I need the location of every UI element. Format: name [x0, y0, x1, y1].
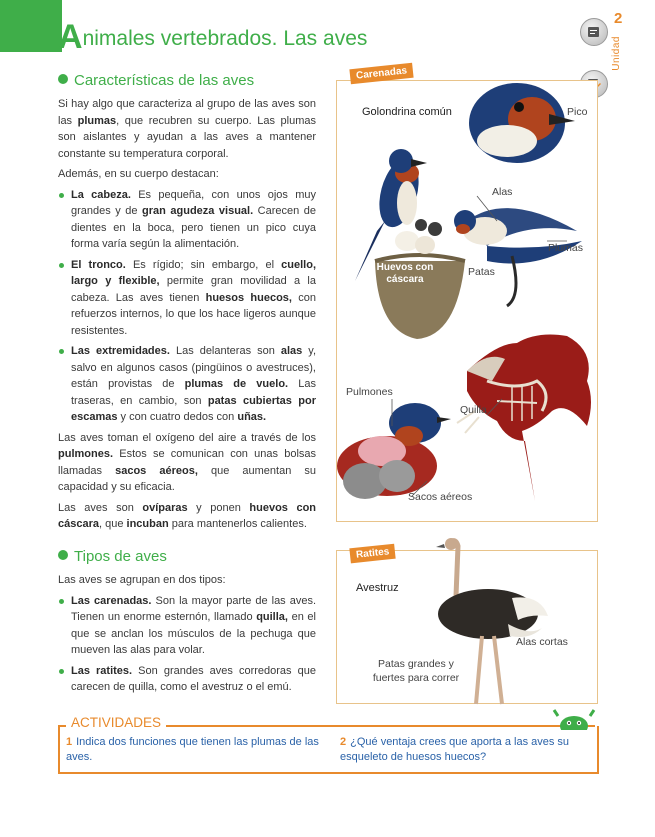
label-avestruz: Avestruz: [356, 582, 399, 594]
label-patas-grandes: Patas grandes y fuertes para correr: [372, 658, 460, 684]
notebook-icon: [587, 25, 601, 39]
label-huevos: Huevos con cáscara: [376, 262, 434, 285]
list-item: Las carenadas. Son la mayor parte de las aves. Tienen un enorme esternón, llamado quilla, en el que se anclan los músculos de la pechuga que mueven las alas para volar.: [58, 593, 316, 659]
label-alas-cortas: Alas cortas: [516, 636, 568, 648]
section-body-tipos: [58, 572, 316, 700]
ratites-tag: Ratites: [349, 544, 396, 564]
section-heading-caracteristicas: Características de las aves: [58, 72, 254, 89]
label-pico: Pico: [567, 106, 588, 118]
paragraph: Las aves se agrupan en dos tipos:: [58, 574, 226, 586]
unit-number: 2: [614, 10, 623, 27]
list-item: Las ratites. Son grandes aves corredoras que carecen de quilla, como el avestruz o el emú.: [58, 663, 316, 696]
label-plumas: Plumas: [548, 242, 584, 254]
label-golondrina: Golondrina común: [362, 106, 452, 118]
paragraph: Si hay algo que caracteriza al grupo de las aves son las plumas, que recubren su cuerpo. Las plumas son aislantes y ayudan a las aves a mantener constante su temperatura corporal.: [58, 98, 316, 160]
paragraph: Las aves son ovíparas y ponen huevos con cáscara, que incuban para mantenerlos calientes.: [58, 501, 317, 530]
label-pulmones: Pulmones: [346, 386, 393, 398]
list-item: Las extremidades. Las delanteras son alas y, salvo en algunos casos (pingüinos o avestruces), están provistas de plumas de vuelo. Las traseras, en cambio, son patas cubiertas por escamas y con cuatro dedos con uñas.: [58, 343, 316, 426]
notebook-icon-button[interactable]: [580, 18, 608, 46]
swallow-head-drawing: [469, 83, 575, 163]
corner-tab: [0, 0, 62, 52]
list-item: La cabeza. Es pequeña, con unos ojos muy grandes y de gran agudeza visual. Carecen de dientes en la boca, pero tienen un pico cuya forma varía según la alimentación.: [58, 187, 316, 253]
skeleton-drawing: [457, 335, 591, 501]
swallow-lungs-drawing: [337, 403, 451, 499]
activities-title: ACTIVIDADES: [66, 715, 166, 730]
label-quilla: Quilla: [460, 404, 487, 416]
page-title: Animales vertebrados. Las aves: [58, 18, 368, 56]
activity-2: 2 ¿Qué ventaja crees que aporta a las aves su esqueleto de huesos huecos?: [340, 736, 570, 763]
list-item: El tronco. Es rígido; sin embargo, el cuello, largo y flexible, permite gran movilidad a la cabeza. Las aves tienen huesos huecos, con refuerzos internos, lo que los hace ligeros aunque resistentes.: [58, 257, 316, 340]
label-alas: Alas: [492, 186, 513, 198]
paragraph: Además, en su cuerpo destacan:: [58, 168, 219, 180]
activity-1: 1 Indica dos funciones que tienen las plumas de las aves.: [66, 736, 319, 763]
section-heading-tipos: Tipos de aves: [58, 548, 167, 565]
paragraph: Las aves toman el oxígeno del aire a través de los pulmones. Estos se comunican con unas bolsas llamadas sacos aéreos, que aumentan su capacidad y su eficacia.: [58, 431, 316, 493]
mascot-icon: [552, 708, 596, 730]
section-body-caracteristicas: [58, 96, 316, 537]
carenadas-illustration: [337, 81, 595, 519]
unit-label: Unidad: [611, 36, 622, 71]
swallow-feeding-drawing: [454, 208, 582, 306]
carenadas-tag: Carenadas: [349, 63, 413, 85]
label-patas: Patas: [468, 266, 495, 278]
label-sacos: Sacos aéreos: [408, 491, 473, 503]
